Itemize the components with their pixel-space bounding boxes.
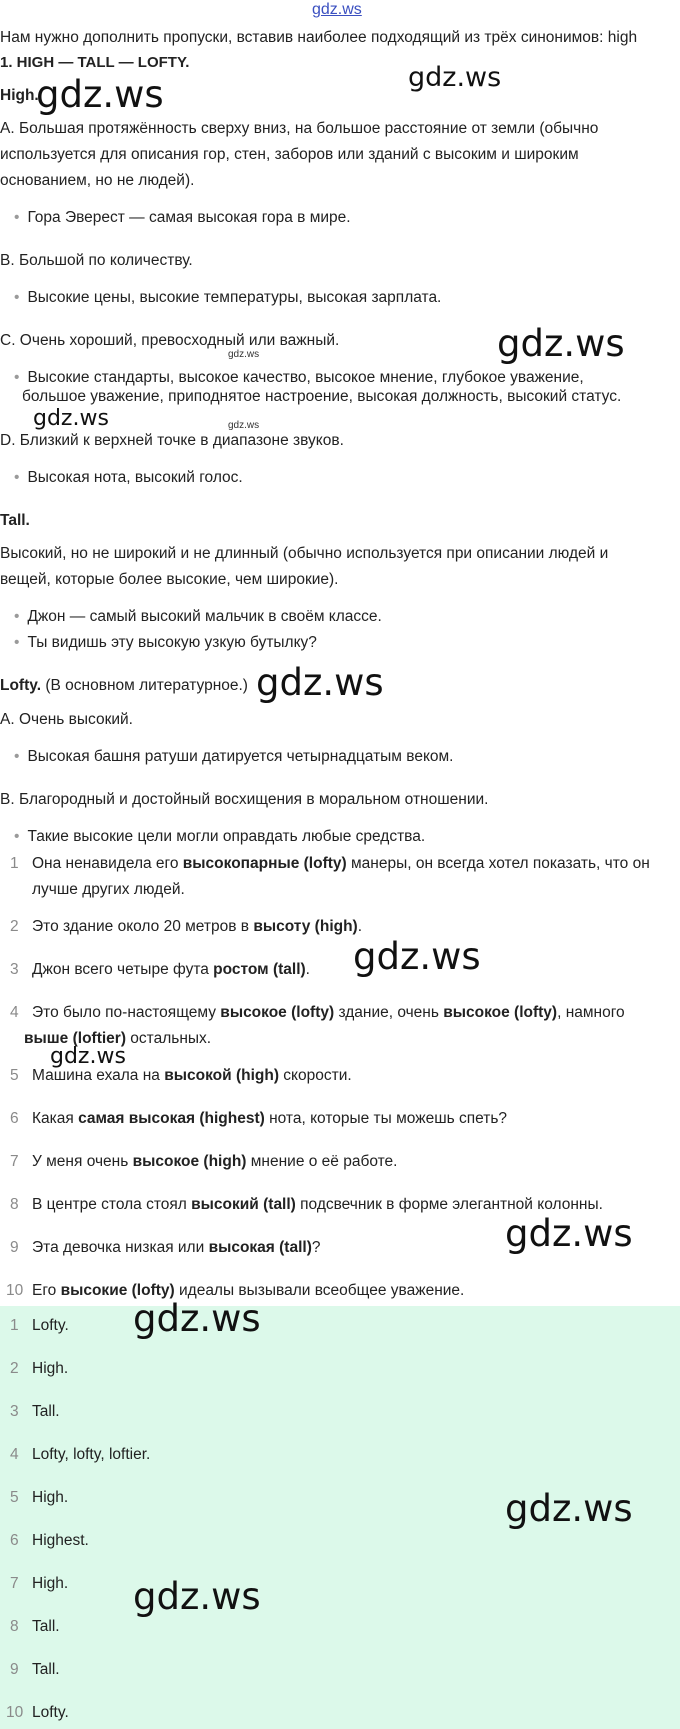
high-def-a-2: используется для описания гор, стен, заборов или зданий с высоким и широким — [0, 146, 579, 163]
tall-heading: Tall. — [0, 512, 30, 529]
high-example-d: • Высокая нота, высокий голос. — [14, 470, 243, 486]
answer-2: High. — [32, 1360, 69, 1377]
answer-number: 9 — [10, 1661, 19, 1678]
sentence-1-line-2: лучше других людей. — [32, 881, 185, 898]
watermark: gdz.ws — [353, 935, 481, 978]
answer-4: Lofty, lofty, loftier. — [32, 1446, 151, 1463]
answer-1: Lofty. — [32, 1317, 69, 1334]
answer-number: 8 — [10, 1618, 19, 1635]
sentence-3: Джон всего четыре фута ростом (tall). — [32, 961, 310, 978]
high-example-b: • Высокие цены, высокие температуры, высокая зарплата. — [14, 290, 441, 306]
sentence-number: 1 — [10, 855, 19, 872]
answer-10: Lofty. — [32, 1704, 69, 1721]
lofty-def-a: A. Очень высокий. — [0, 711, 133, 728]
high-def-c: C. Очень хороший, превосходный или важный. — [0, 332, 340, 349]
answer-9: Tall. — [32, 1661, 60, 1678]
watermark-small: gdz.ws — [228, 420, 260, 431]
answer-number: 6 — [10, 1532, 19, 1549]
watermark-link-top[interactable]: gdz.ws — [312, 1, 362, 18]
sentence-6: Какая самая высокая (highest) нота, которые ты можешь спеть? — [32, 1110, 508, 1127]
sentence-1: Она ненавидела его высокопарные (lofty) манеры, он всегда хотел показать, что он — [32, 855, 650, 872]
answer-number: 3 — [10, 1403, 19, 1420]
watermark: gdz.ws — [133, 1575, 261, 1618]
high-def-d: D. Близкий к верхней точке в диапазоне звуков. — [0, 432, 344, 449]
watermark: gdz.ws — [33, 406, 109, 431]
sentence-number: 4 — [10, 1004, 19, 1021]
watermark: gdz.ws — [505, 1487, 633, 1530]
tall-example-1: • Джон — самый высокий мальчик в своём классе. — [14, 609, 382, 625]
lofty-example-a: • Высокая башня ратуши датируется четырнадцатым веком. — [14, 749, 454, 765]
sentence-4: Это было по-настоящему высокое (lofty) здание, очень высокое (lofty), намного — [32, 1004, 625, 1021]
sentence-number: 2 — [10, 918, 19, 935]
answer-number: 2 — [10, 1360, 19, 1377]
high-heading: High. — [0, 87, 39, 104]
intro-text: Нам нужно дополнить пропуски, вставив наиболее подходящий из трёх синонимов: high — [0, 29, 638, 46]
watermark: gdz.ws — [408, 62, 502, 93]
sentence-4-line-2: выше (loftier) остальных. — [24, 1030, 212, 1047]
high-def-a: A. Большая протяжённость сверху вниз, на большое расстояние от земли (обычно — [0, 120, 599, 137]
high-example-a: • Гора Эверест — самая высокая гора в мире. — [14, 210, 351, 226]
lofty-heading: Lofty. — [0, 677, 42, 694]
watermark: gdz.ws — [50, 1044, 126, 1069]
sentence-7: У меня очень высокое (high) мнение о её работе. — [32, 1153, 398, 1170]
sentence-10: Его высокие (lofty) идеалы вызывали всеобщее уважение. — [32, 1282, 465, 1299]
high-def-b: B. Большой по количеству. — [0, 252, 193, 269]
sentence-number: 8 — [10, 1196, 19, 1213]
tall-def-2: вещей, которые более высокие, чем широкие). — [0, 571, 339, 588]
sentence-number: 7 — [10, 1153, 19, 1170]
answer-number: 10 — [6, 1704, 24, 1721]
high-example-c-2: большое уважение, приподнятое настроение, высокая должность, высокий статус. — [22, 388, 622, 405]
answer-6: Highest. — [32, 1532, 89, 1549]
watermark: gdz.ws — [505, 1212, 633, 1255]
answer-8: Tall. — [32, 1618, 60, 1635]
watermark: gdz.ws — [36, 73, 164, 116]
answer-3: Tall. — [32, 1403, 60, 1420]
answer-number: 4 — [10, 1446, 19, 1463]
high-def-a-3: основанием, но не людей). — [0, 172, 195, 189]
answer-number: 7 — [10, 1575, 19, 1592]
watermark: gdz.ws — [497, 322, 625, 365]
high-example-c: • Высокие стандарты, высокое качество, высокое мнение, глубокое уважение, — [14, 370, 584, 386]
watermark: gdz.ws — [256, 661, 384, 704]
sentence-number: 5 — [10, 1067, 19, 1084]
sentence-number: 3 — [10, 961, 19, 978]
sentence-number: 9 — [10, 1239, 19, 1256]
sentence-2: Это здание около 20 метров в высоту (high). — [32, 918, 363, 935]
sentence-number: 6 — [10, 1110, 19, 1127]
sentence-9: Эта девочка низкая или высокая (tall)? — [32, 1239, 321, 1256]
lofty-def-b: B. Благородный и достойный восхищения в моральном отношении. — [0, 791, 489, 808]
lofty-heading-line — [0, 678, 248, 694]
sentence-5: Машина ехала на высокой (high) скорости. — [32, 1067, 352, 1084]
answer-number: 5 — [10, 1489, 19, 1506]
exercise-title: 1. HIGH — TALL — LOFTY. — [0, 54, 190, 71]
watermark-small: gdz.ws — [228, 349, 260, 360]
answer-7: High. — [32, 1575, 69, 1592]
sentence-8: В центре стола стоял высокий (tall) подсвечник в форме элегантной колонны. — [32, 1196, 603, 1213]
watermark: gdz.ws — [133, 1297, 261, 1340]
answer-5: High. — [32, 1489, 69, 1506]
tall-def: Высокий, но не широкий и не длинный (обычно используется при описании людей и — [0, 545, 609, 562]
answer-number: 1 — [10, 1317, 19, 1334]
tall-example-2: • Ты видишь эту высокую узкую бутылку? — [14, 635, 317, 651]
lofty-note: (В основном литературное.) — [41, 677, 248, 694]
lofty-example-b: • Такие высокие цели могли оправдать любые средства. — [14, 829, 425, 845]
sentence-number: 10 — [6, 1282, 24, 1299]
